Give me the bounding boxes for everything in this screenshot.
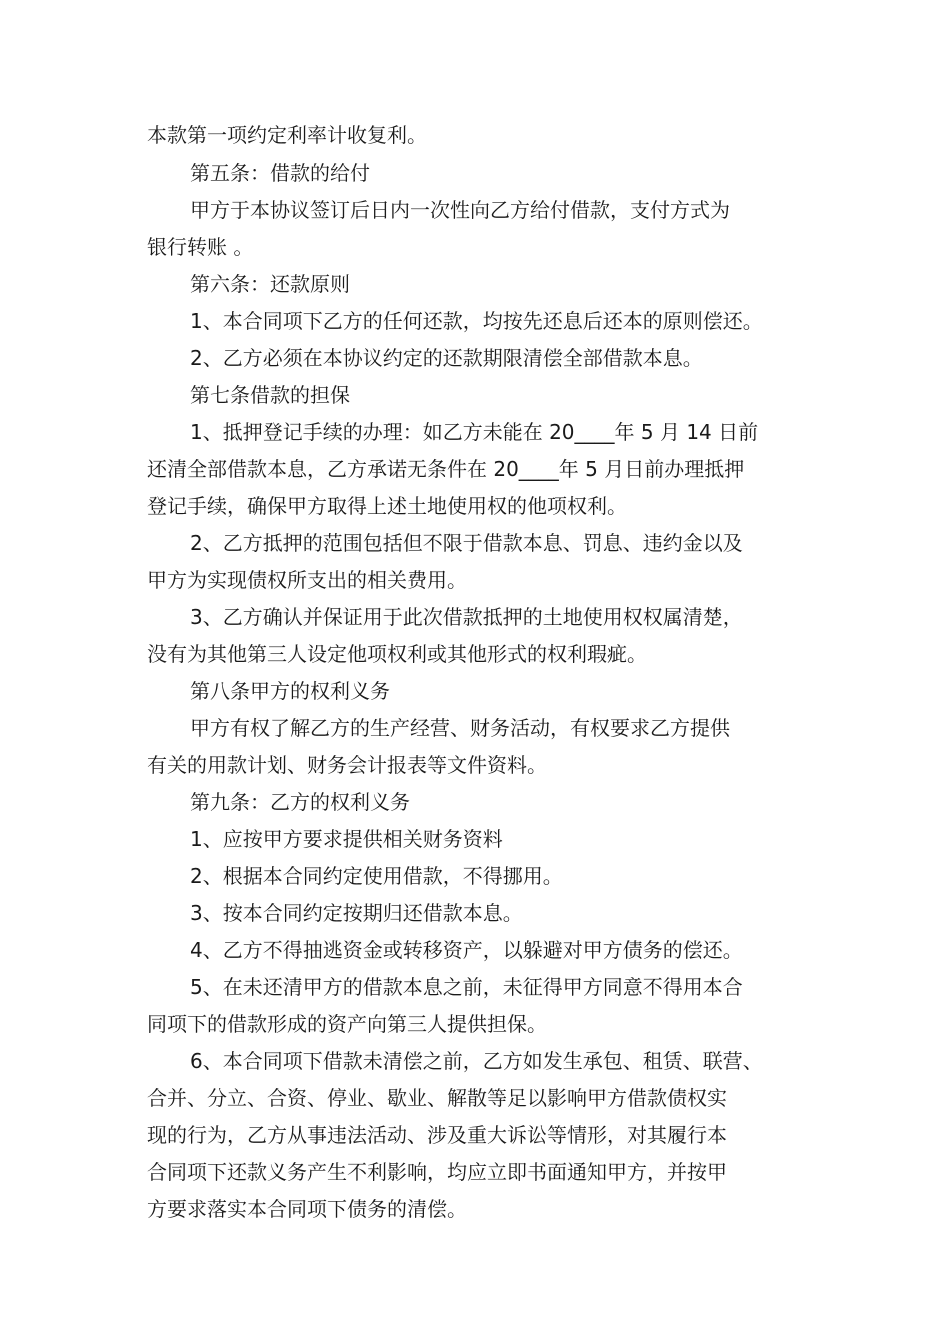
text-line: 合并、分立、合资、停业、歇业、解散等足以影响甲方借款债权实 (147, 1086, 727, 1110)
text-line: 还清全部借款本息，乙方承诺无条件在 20____年 5 月日前办理抵押 (147, 457, 745, 481)
text-line: 登记手续，确保甲方取得上述土地使用权的他项权利。 (147, 494, 627, 518)
text-line: 5、在未还清甲方的借款本息之前，未征得甲方同意不得用本合 (190, 975, 743, 999)
section-heading: 第五条：借款的给付 (190, 161, 370, 185)
text-line: 合同项下还款义务产生不利影响，均应立即书面通知甲方，并按甲 (147, 1160, 727, 1184)
text-line: 6、本合同项下借款未清偿之前，乙方如发生承包、租赁、联营、 (190, 1049, 763, 1073)
text-line: 1、本合同项下乙方的任何还款，均按先还息后还本的原则偿还。 (190, 309, 763, 333)
section-heading: 第九条：乙方的权利义务 (190, 790, 410, 814)
text-line: 银行转账 。 (147, 235, 254, 259)
text-line: 2、根据本合同约定使用借款，不得挪用。 (190, 864, 563, 888)
text-line: 现的行为，乙方从事违法活动、涉及重大诉讼等情形，对其履行本 (147, 1123, 727, 1147)
text-line: 有关的用款计划、财务会计报表等文件资料。 (147, 753, 547, 777)
text-line: 甲方为实现债权所支出的相关费用。 (147, 568, 467, 592)
text-line: 1、抵押登记手续的办理：如乙方未能在 20____年 5 月 14 日前 (190, 420, 759, 444)
text-line: 1、应按甲方要求提供相关财务资料 (190, 827, 503, 851)
text-line: 没有为其他第三人设定他项权利或其他形式的权利瑕疵。 (147, 642, 647, 666)
text-line: 本款第一项约定利率计收复利。 (147, 123, 427, 147)
section-heading: 第六条：还款原则 (190, 272, 350, 296)
text-line: 方要求落实本合同项下债务的清偿。 (147, 1197, 467, 1221)
text-line: 3、乙方确认并保证用于此次借款抵押的土地使用权权属清楚， (190, 605, 743, 629)
text-line: 同项下的借款形成的资产向第三人提供担保。 (147, 1012, 547, 1036)
text-line: 4、乙方不得抽逃资金或转移资产，以躲避对甲方债务的偿还。 (190, 938, 743, 962)
text-line: 2、乙方必须在本协议约定的还款期限清偿全部借款本息。 (190, 346, 703, 370)
text-line: 甲方于本协议签订后日内一次性向乙方给付借款，支付方式为 (190, 198, 730, 222)
section-heading: 第七条借款的担保 (190, 383, 350, 407)
text-line: 甲方有权了解乙方的生产经营、财务活动，有权要求乙方提供 (190, 716, 730, 740)
section-heading: 第八条甲方的权利义务 (190, 679, 390, 703)
text-line: 2、乙方抵押的范围包括但不限于借款本息、罚息、违约金以及 (190, 531, 743, 555)
text-line: 3、按本合同约定按期归还借款本息。 (190, 901, 523, 925)
